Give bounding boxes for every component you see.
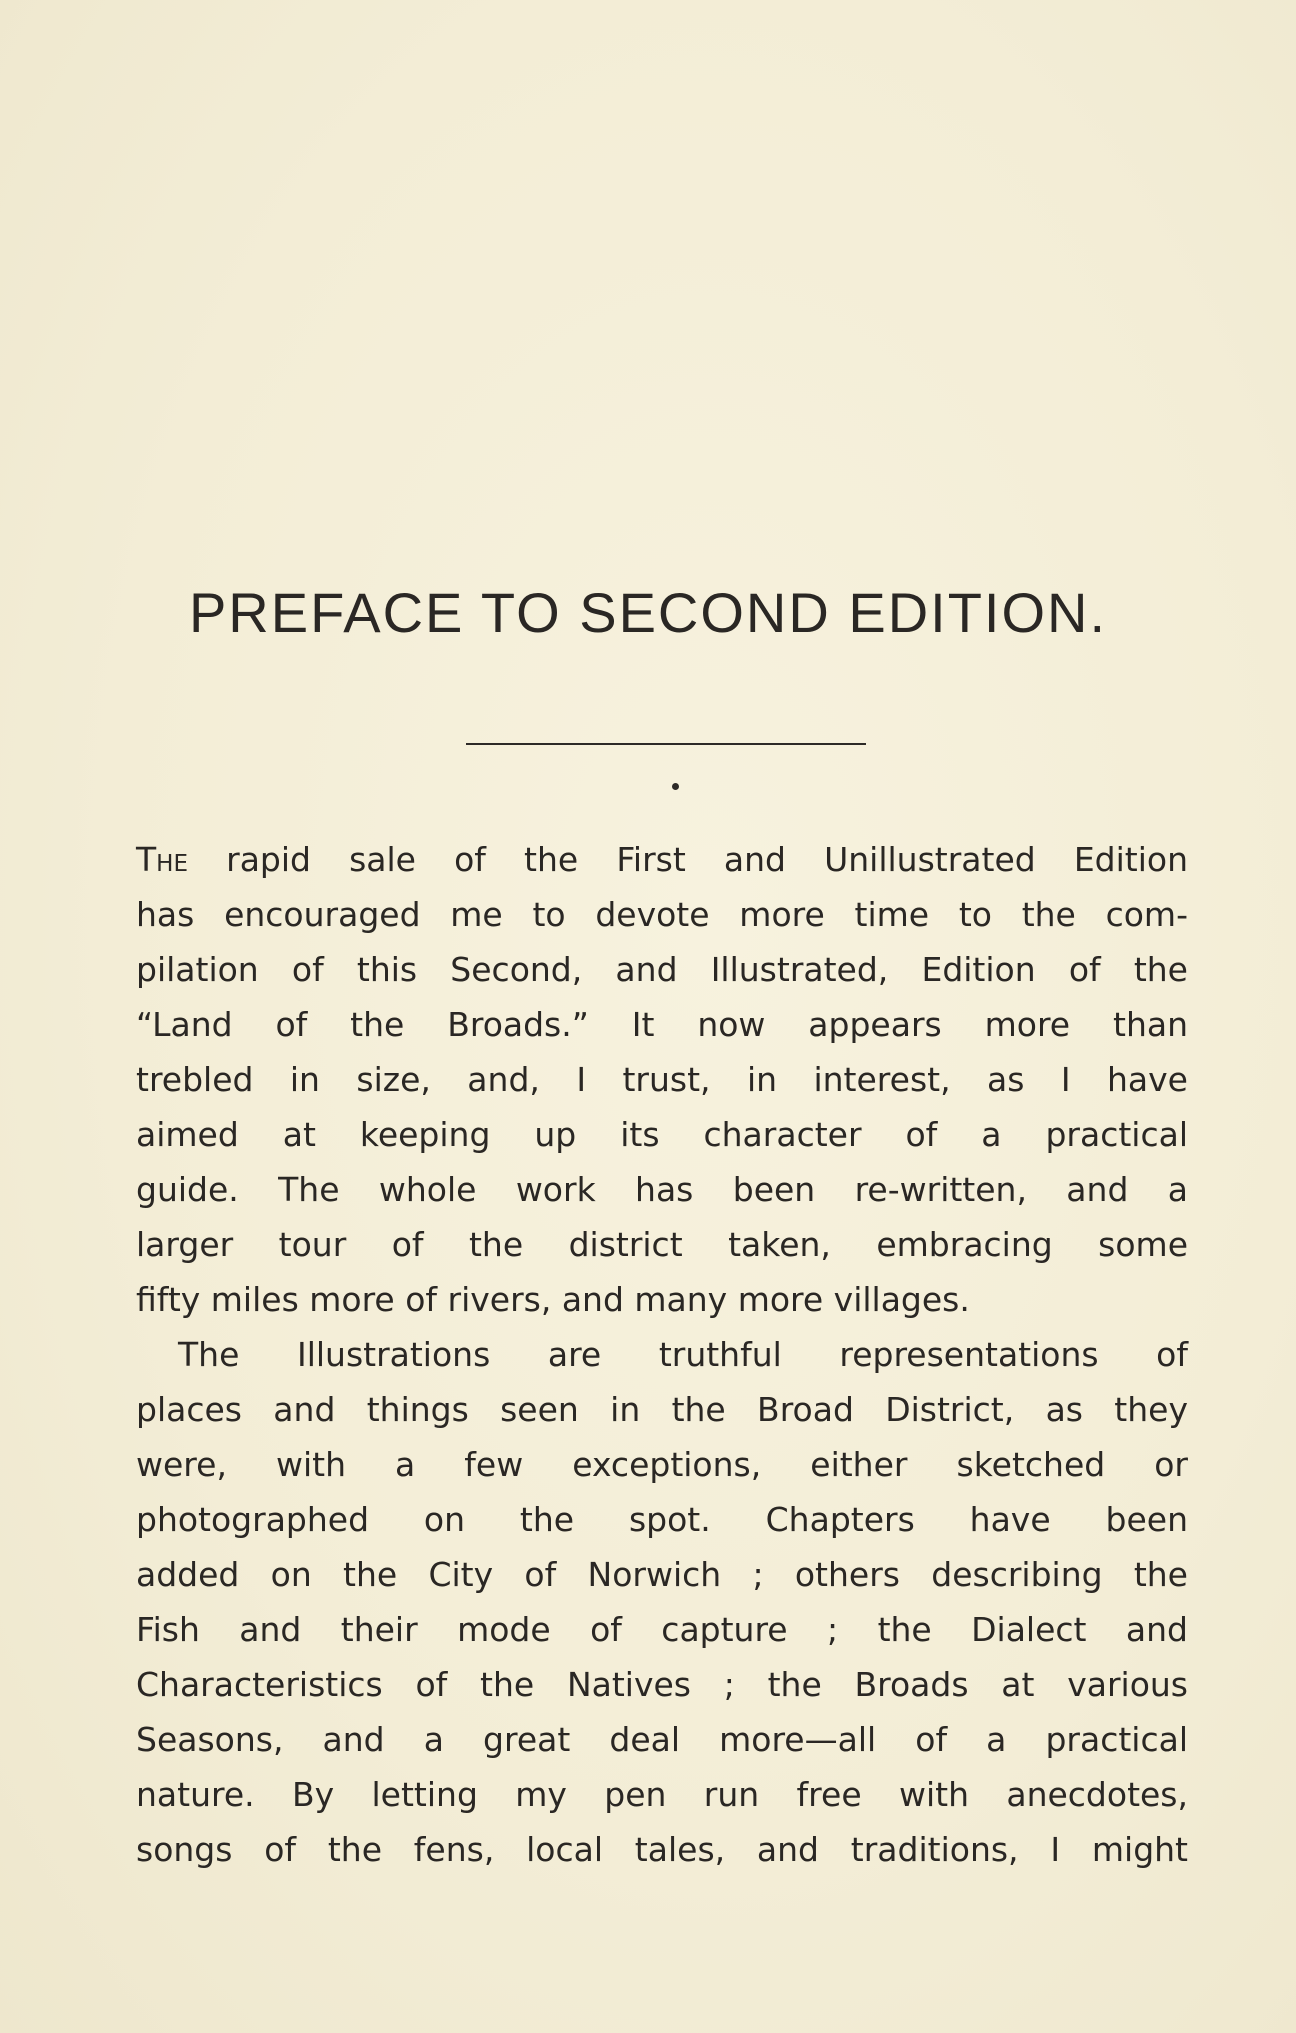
text-line-3: pilation of this Second, and Illustrated, Edition of the xyxy=(136,950,1188,989)
text-line-15: Fish and their mode of capture ; the Dialect and xyxy=(136,1610,1188,1649)
text-line-11: places and things seen in the Broad District, as they xyxy=(136,1390,1188,1429)
ornament-dot xyxy=(672,783,679,790)
title-rule xyxy=(466,743,866,745)
page-title: PREFACE TO SECOND EDITION. xyxy=(188,581,1108,644)
text-line-17: Seasons, and a great deal more—all of a practical xyxy=(136,1720,1188,1759)
preface-body xyxy=(136,832,1188,1877)
text-line-18: nature. By letting my pen run free with anecdotes, xyxy=(136,1775,1188,1814)
text-line-7: guide. The whole work has been re-written, and a xyxy=(136,1170,1188,1209)
opening-word: The xyxy=(136,840,188,879)
text-line-8: larger tour of the district taken, embracing some xyxy=(136,1225,1188,1264)
text-line-9: fifty miles more of rivers, and many more villages. xyxy=(136,1280,970,1319)
text-line-19: songs of the fens, local tales, and traditions, I might xyxy=(136,1830,1188,1869)
text-line-10: The Illustrations are truthful representations of xyxy=(178,1335,1188,1374)
text-line-13: photographed on the spot. Chapters have been xyxy=(136,1500,1188,1539)
text-line-12: were, with a few exceptions, either sketched or xyxy=(136,1445,1188,1484)
text-line-16: Characteristics of the Natives ; the Broads at various xyxy=(136,1665,1188,1704)
text-line-14: added on the City of Norwich ; others describing the xyxy=(136,1555,1188,1594)
text-line-1 xyxy=(136,832,1188,887)
text-line-4: “Land of the Broads.” It now appears more than xyxy=(136,1005,1188,1044)
text-line-6: aimed at keeping up its character of a practical xyxy=(136,1115,1188,1154)
text-line-5: trebled in size, and, I trust, in interest, as I have xyxy=(136,1060,1188,1099)
text-line-2: has encouraged me to devote more time to the com- xyxy=(136,895,1188,934)
text-line-1-rest: rapid sale of the First and Unillustrated Edition xyxy=(188,840,1188,879)
